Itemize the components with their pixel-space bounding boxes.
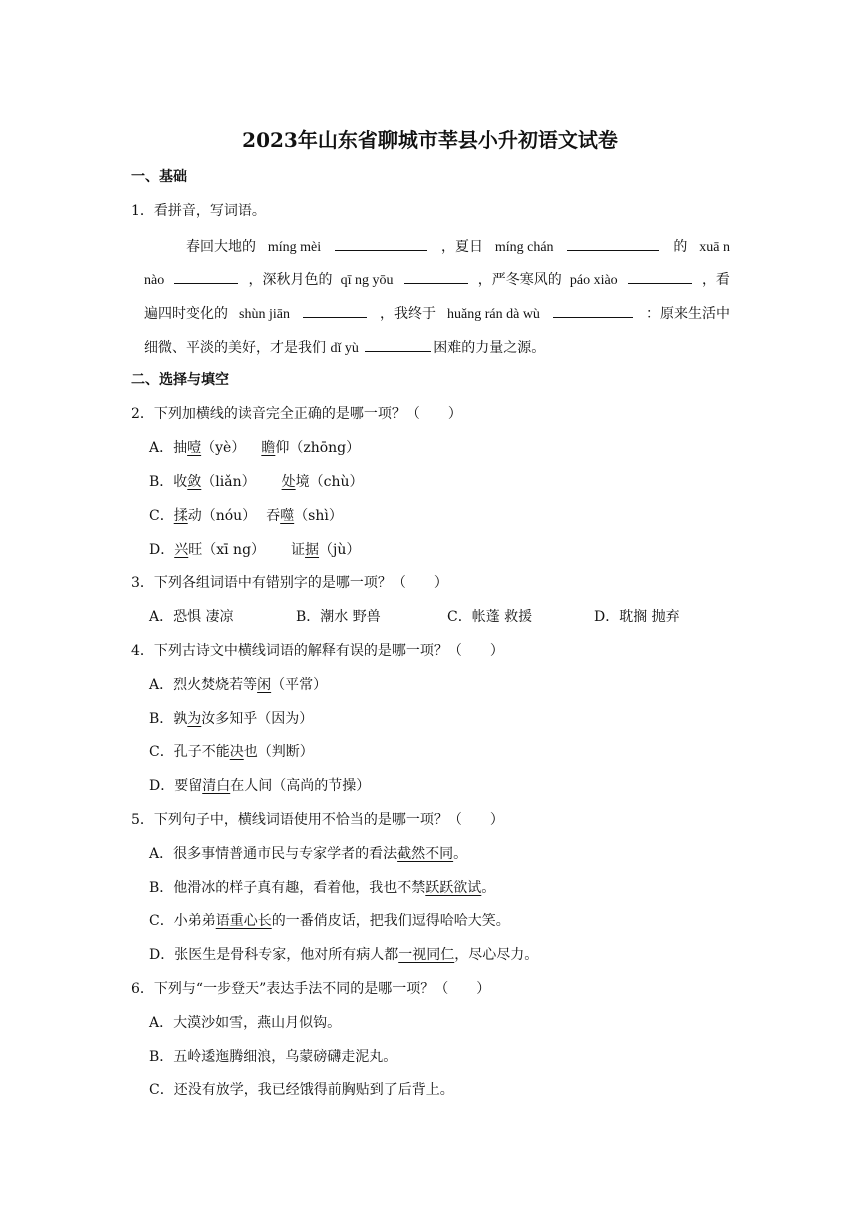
underlined-word: 清白 (202, 778, 231, 794)
question-5-option-b[interactable] (149, 878, 495, 898)
question-2-option-b[interactable] (149, 472, 364, 492)
answer-blank[interactable] (404, 268, 468, 284)
option-text: 动（nóu） (187, 508, 257, 524)
q1-text: ，夏日 (440, 239, 483, 255)
option-text: （yè） (201, 440, 246, 456)
question-3-option-b[interactable]: B．潮水 野兽 (296, 609, 381, 625)
option-text: D． (149, 542, 175, 558)
q1-pinyin: míng chán (494, 240, 554, 255)
q1-text: ，深秋月色的 (248, 272, 333, 288)
question-4-option-c[interactable] (149, 742, 314, 762)
q1-pinyin: huǎng rán dà wù (447, 307, 540, 322)
option-text: 旺（xī ng） (188, 542, 266, 558)
underlined-char: 噎 (187, 440, 202, 456)
q1-pinyin: shùn jiān (239, 307, 290, 322)
option-text: 在人间（高尚的节操） (230, 778, 371, 794)
option-text: 汝多知乎（因为） (201, 711, 314, 727)
q1-text: 的 (673, 239, 688, 255)
option-text: A．很多事情普通市民与专家学者的看法 (149, 846, 398, 862)
option-text: 吞 (266, 508, 281, 524)
option-text: 仰（zhōng） (275, 440, 361, 456)
question-1-line-4 (144, 336, 545, 359)
underlined-char: 敛 (187, 474, 202, 490)
option-text: D．要留 (149, 778, 203, 794)
q1-text: 细微、平淡的美好，才是我们 (144, 340, 326, 356)
answer-blank[interactable] (553, 302, 633, 318)
q1-pinyin: páo xiào (569, 273, 618, 288)
question-3-option-d[interactable]: D．耽搁 抛弃 (594, 609, 680, 625)
option-text: B．孰 (149, 711, 188, 727)
option-text: 境（chù） (295, 474, 364, 490)
q1-pinyin: míng mèi (267, 240, 322, 255)
underlined-word: 为 (187, 711, 202, 727)
underlined-word: 语重心长 (215, 913, 272, 929)
question-5-stem: 5．下列句子中，横线词语使用不恰当的是哪一项？（ ） (131, 812, 504, 828)
underlined-word: 跃跃欲试 (425, 880, 482, 896)
option-text: 。 (481, 880, 496, 896)
page-title: 2023年山东省聊城市莘县小升初语文试卷 (242, 128, 618, 152)
question-5-option-d[interactable] (149, 945, 538, 965)
question-4-option-d[interactable] (149, 776, 370, 796)
q1-text: 困难的力量之源。 (433, 340, 546, 356)
q1-text: 春回大地的 (186, 239, 256, 255)
question-1-stem: 1．看拼音，写词语。 (131, 203, 266, 219)
q1-text: ，我终于 (380, 306, 436, 322)
underlined-char: 处 (281, 474, 296, 490)
underlined-word: 闲 (257, 677, 272, 693)
underlined-word: 一视同仁 (398, 947, 455, 963)
question-5-option-a[interactable] (149, 844, 467, 864)
question-3-option-a[interactable]: A．恐惧 凄凉 (149, 609, 234, 625)
question-1-line-3 (144, 302, 730, 325)
option-text: B．他滑冰的样子真有趣，看着他，我也不禁 (149, 880, 426, 896)
question-2-option-c[interactable] (149, 506, 343, 526)
q1-pinyin: qī ng yōu (340, 273, 394, 288)
q1-pinyin: dǐ yù (330, 341, 359, 356)
answer-blank[interactable] (303, 302, 367, 318)
question-4-stem: 4．下列古诗文中横线词语的解释有误的是哪一项？（ ） (131, 643, 504, 659)
option-text: D．张医生是骨科专家，他对所有病人都 (149, 947, 399, 963)
answer-blank[interactable] (365, 336, 431, 352)
answer-blank[interactable] (335, 235, 427, 251)
answer-blank[interactable] (174, 268, 238, 284)
underlined-char: 兴 (174, 542, 189, 558)
question-3-option-c[interactable]: C．帐蓬 救援 (447, 609, 533, 625)
option-text: （jù） (319, 542, 361, 558)
option-text: C． (149, 508, 174, 524)
question-2-option-d[interactable] (149, 540, 360, 560)
section-heading-choice: 二、选择与填空 (131, 372, 229, 388)
q1-pinyin: nào (144, 273, 165, 288)
underlined-char: 揉 (173, 508, 188, 524)
question-5-option-c[interactable] (149, 911, 510, 931)
question-4-option-b[interactable] (149, 709, 313, 729)
answer-blank[interactable] (628, 268, 692, 284)
option-text: （liǎn） (201, 474, 256, 490)
option-text: B．收 (149, 474, 188, 490)
section-heading-basics: 一、基础 (131, 169, 187, 185)
question-6-stem: 6．下列与“一步登天”表达手法不同的是哪一项？（ ） (131, 981, 491, 997)
option-text: A．抽 (149, 440, 188, 456)
option-text: ，尽心尽力。 (454, 947, 539, 963)
question-6-option-a[interactable]: A．大漠沙如雪，燕山月似钩。 (149, 1015, 342, 1031)
answer-blank[interactable] (567, 235, 659, 251)
option-text: 也（判断） (243, 744, 314, 760)
question-6-option-c[interactable]: C．还没有放学，我已经饿得前胸贴到了后背上。 (149, 1082, 454, 1098)
question-2-stem: 2．下列加横线的读音完全正确的是哪一项？（ ） (131, 406, 462, 422)
q1-text: ，严冬寒风的 (477, 272, 562, 288)
question-1-line-2 (144, 268, 730, 291)
q1-pinyin: xuā n (699, 240, 730, 255)
option-text: 的一番俏皮话，把我们逗得哈哈大笑。 (271, 913, 510, 929)
underlined-word: 决 (229, 744, 244, 760)
option-text: （shì） (294, 508, 343, 524)
underlined-char: 瞻 (261, 440, 276, 456)
q1-text: 遍四时变化的 (144, 306, 228, 322)
question-2-option-a[interactable] (149, 438, 360, 458)
q1-text: ：原来生活中 (645, 306, 730, 322)
q1-text: ，看 (701, 272, 730, 288)
question-4-option-a[interactable] (149, 675, 327, 695)
underlined-word: 截然不同 (397, 846, 454, 862)
question-6-option-b[interactable]: B．五岭逶迤腾细浪，乌蒙磅礴走泥丸。 (149, 1049, 398, 1065)
option-text: C．小弟弟 (149, 913, 216, 929)
underlined-char: 据 (305, 542, 320, 558)
question-3-stem: 3．下列各组词语中有错别字的是哪一项？（ ） (131, 575, 448, 591)
option-text: C．孔子不能 (149, 744, 230, 760)
option-text: A．烈火焚烧若等 (149, 677, 258, 693)
question-1-line-1 (186, 235, 730, 258)
underlined-char: 噬 (280, 508, 295, 524)
option-text: （平常） (271, 677, 328, 693)
option-text: 。 (453, 846, 468, 862)
option-text: 证 (291, 542, 306, 558)
